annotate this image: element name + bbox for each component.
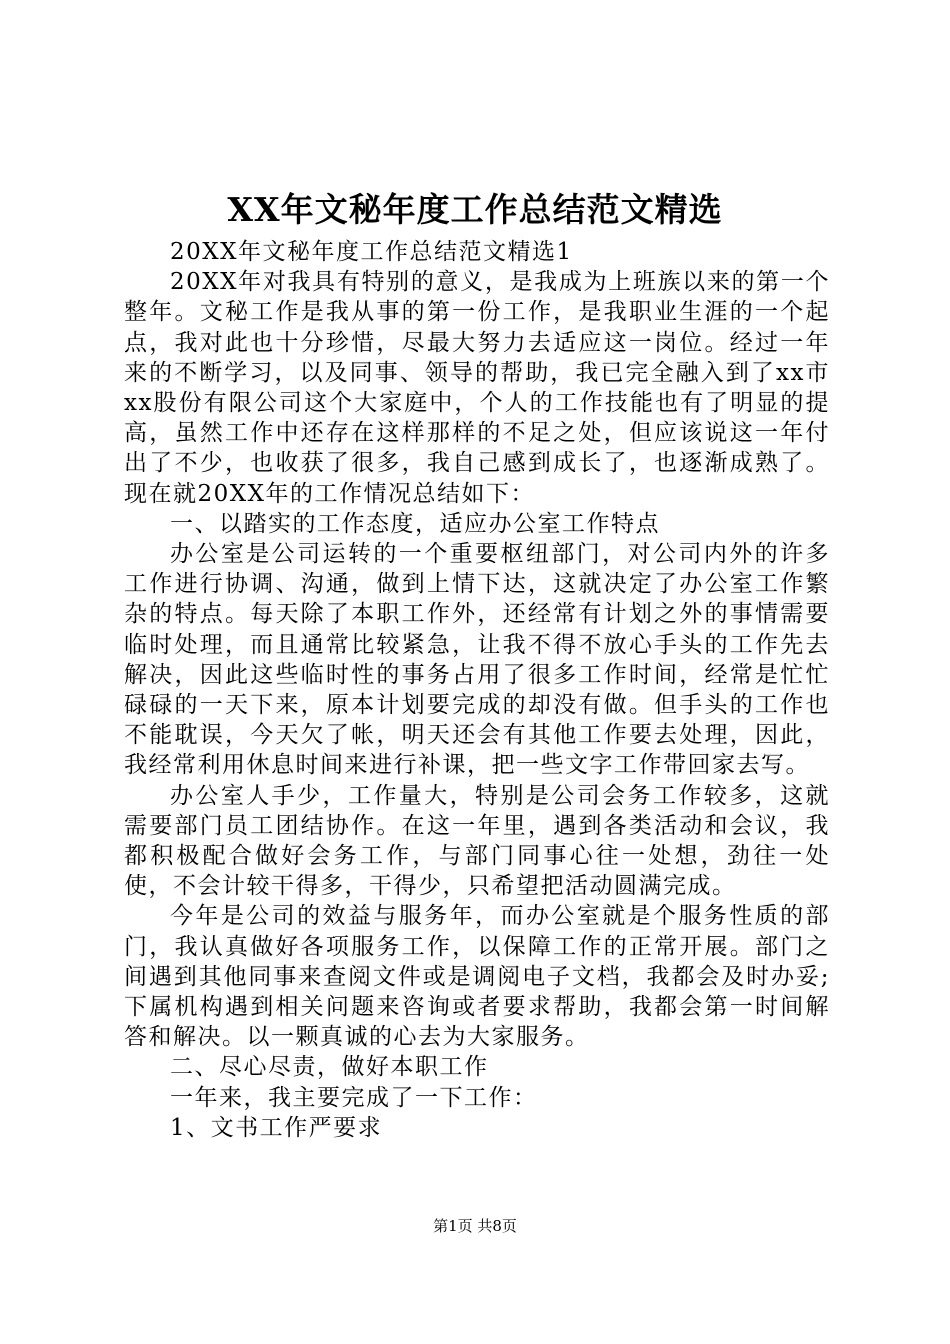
- subsection-heading-1: 1、文书工作严要求: [170, 1114, 383, 1141]
- section-heading-1: 一、以踏实的工作态度，适应办公室工作特点: [170, 510, 660, 537]
- page-footer: 第1页 共8页: [433, 1217, 517, 1235]
- paragraph: 办公室人手少，工作量大，特别是公司会务工作较多，这就需要部门员工团结协作。在这一年里，遇到各类活动和会议，我都积极配合做好会务工作，与部门同事心往一处想，劲往一处使，不会计较干得多，干得少，只希望把活动圆满完成。: [124, 782, 830, 900]
- paragraph-intro: 20XX年对我具有特别的意义，是我成为上班族以来的第一个整年。文秘工作是我从事的第一份工作，是我职业生涯的一个起点，我对此也十分珍惜，尽最大努力去适应这一岗位。经过一年来的不断学习，以及同事、领导的帮助，我已完全融入到了xx市xx股份有限公司这个大家庭中，个人的工作技能也有了明显的提高，虽然工作中还存在这样那样的不足之处，但应该说这一年付出了不少，也收获了很多，我自己感到成长了，也逐渐成熟了。现在就20XX年的工作情况总结如下：: [124, 269, 830, 507]
- document-body: [124, 237, 830, 1143]
- paragraph: 办公室是公司运转的一个重要枢纽部门，对公司内外的许多工作进行协调、沟通，做到上情下达，这就决定了办公室工作繁杂的特点。每天除了本职工作外，还经常有计划之外的事情需要临时处理，而且通常比较紧急，让我不得不放心手头的工作先去解决，因此这些临时性的事务占用了很多工作时间，经常是忙忙碌碌的一天下来，原本计划要完成的却没有做。但手头的工作也不能耽误，今天欠了帐，明天还会有其他工作要去处理，因此，我经常利用休息时间来进行补课，把一些文字工作带回家去写。: [124, 541, 830, 779]
- document-title: XX年文秘年度工作总结范文精选: [227, 190, 723, 229]
- section-heading-2: 二、尽心尽责，做好本职工作: [170, 1054, 489, 1081]
- paragraph: 一年来，我主要完成了一下工作：: [170, 1084, 538, 1111]
- paragraph-subtitle: 20XX年文秘年度工作总结范文精选1: [170, 239, 573, 265]
- paragraph: 今年是公司的效益与服务年，而办公室就是个服务性质的部门，我认真做好各项服务工作，以保障工作的正常开展。部门之间遇到其他同事来查阅文件或是调阅电子文档，我都会及时办妥;下属机构遇到相关问题来咨询或者要求帮助，我都会第一时间解答和解决。以一颗真诚的心去为大家服务。: [124, 903, 830, 1051]
